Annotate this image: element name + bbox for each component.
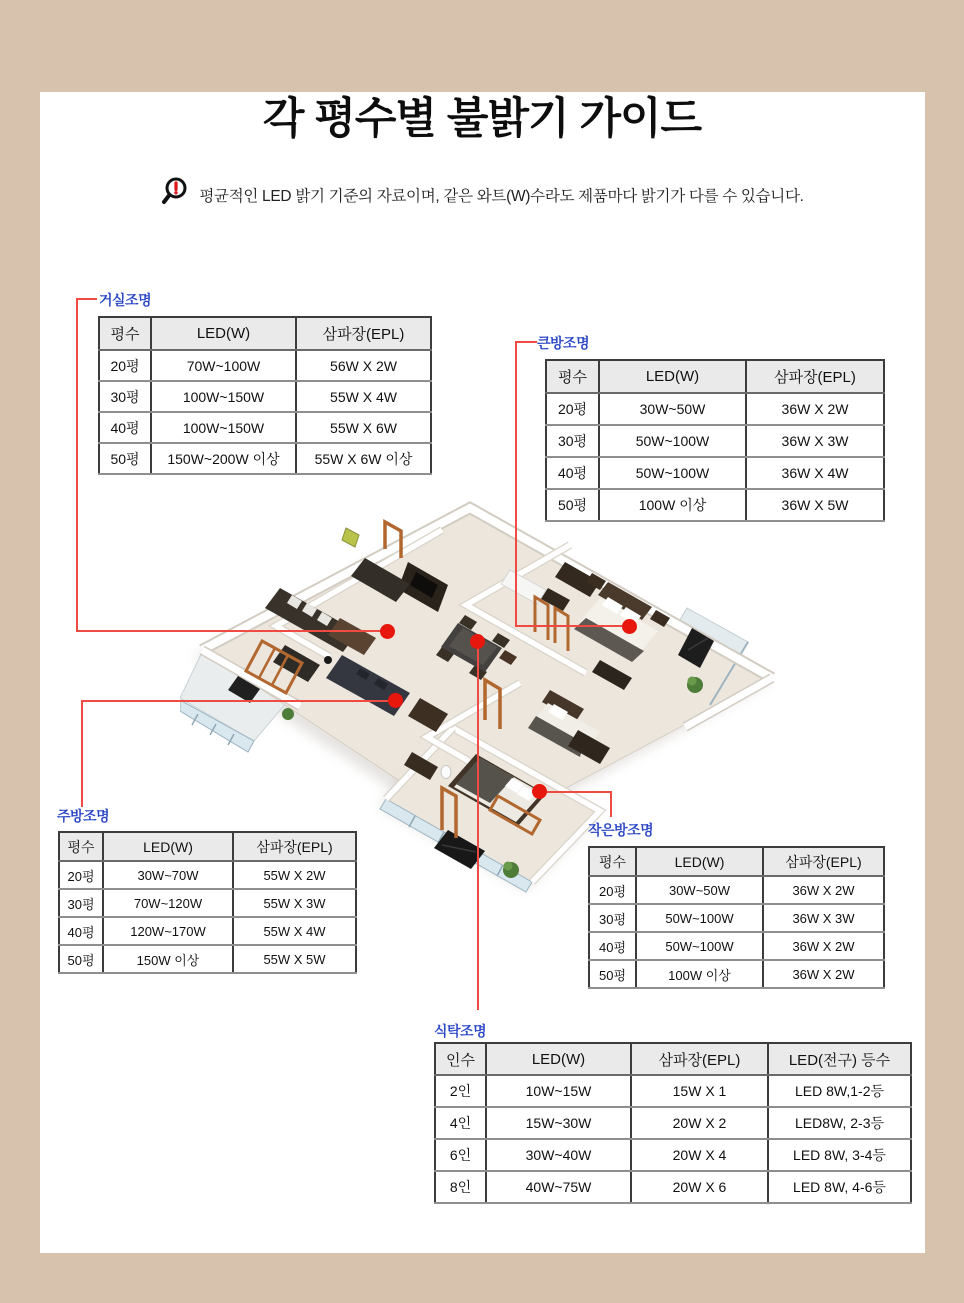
master-table	[545, 359, 885, 522]
table-cell: 2인	[435, 1075, 486, 1107]
header-cell: 삼파장(EPL)	[631, 1043, 768, 1075]
connector-dining-vertical	[477, 642, 479, 1010]
table-row	[546, 457, 884, 489]
table-row	[589, 904, 884, 932]
connector-master-horizontal	[515, 625, 629, 627]
table-cell: 50평	[546, 489, 599, 521]
table-cell: 36W X 2W	[763, 932, 884, 960]
table-cell: 6인	[435, 1139, 486, 1171]
header-cell: 평수	[59, 832, 103, 861]
connector-living-horizontal	[76, 630, 387, 632]
header-cell: 삼파장(EPL)	[763, 847, 884, 876]
master-room-marker	[622, 619, 637, 634]
table-cell: 55W X 6W	[296, 412, 431, 443]
table-row	[59, 945, 356, 973]
table-row	[99, 381, 431, 412]
table-row	[546, 489, 884, 521]
table-cell: 36W X 2W	[763, 960, 884, 988]
table-cell: 20W X 6	[631, 1171, 768, 1203]
header-cell: LED(W)	[486, 1043, 631, 1075]
table-cell: 55W X 2W	[233, 861, 356, 889]
connector-small-horizontal	[539, 791, 612, 793]
kitchen-section-label: 주방조명	[57, 808, 110, 824]
table-row	[435, 1139, 911, 1171]
table-cell: 55W X 3W	[233, 889, 356, 917]
table-row	[589, 960, 884, 988]
table-cell: 30평	[99, 381, 151, 412]
table-cell: 30W~70W	[103, 861, 233, 889]
table-row	[59, 889, 356, 917]
dining-table	[434, 1042, 912, 1204]
header-cell: 평수	[546, 360, 599, 393]
connector-living-vertical	[76, 298, 78, 631]
master-section-label: 큰방조명	[537, 335, 590, 351]
notice-text: 평균적인 LED 밝기 기준의 자료이며, 같은 와트(W)수라도 제품마다 밝기가 다를 수 있습니다.	[199, 187, 804, 205]
connector-small-vertical	[610, 791, 612, 817]
table-cell: 70W~100W	[151, 350, 296, 381]
table-cell: 55W X 4W	[233, 917, 356, 945]
header-cell: 삼파장(EPL)	[296, 317, 431, 350]
table-cell: 36W X 2W	[746, 393, 884, 425]
table-row	[59, 917, 356, 945]
table-cell: 20W X 2	[631, 1107, 768, 1139]
table-row	[589, 932, 884, 960]
kitchen-marker	[388, 693, 403, 708]
magnifier-exclamation-icon	[160, 176, 190, 213]
table-row	[546, 393, 884, 425]
header-row	[99, 317, 431, 350]
table-cell: 150W 이상	[103, 945, 233, 973]
table-cell: 20평	[99, 350, 151, 381]
table-row	[435, 1075, 911, 1107]
table-cell: 30W~50W	[636, 876, 763, 904]
table-row	[546, 425, 884, 457]
table-cell: 55W X 6W 이상	[296, 443, 431, 474]
table-cell: LED 8W,1-2등	[768, 1075, 911, 1107]
table-row	[435, 1107, 911, 1139]
header-cell: 삼파장(EPL)	[233, 832, 356, 861]
header-row	[435, 1043, 911, 1075]
table-cell: 20W X 4	[631, 1139, 768, 1171]
header-row	[59, 832, 356, 861]
table-cell: 100W~150W	[151, 381, 296, 412]
table-cell: 36W X 4W	[746, 457, 884, 489]
table-cell: 36W X 5W	[746, 489, 884, 521]
dining-section-label: 식탁조명	[434, 1023, 487, 1039]
table-row	[435, 1171, 911, 1203]
table-cell: 10W~15W	[486, 1075, 631, 1107]
header-cell: LED(전구) 등수	[768, 1043, 911, 1075]
kitchen-table	[58, 831, 357, 974]
header-cell: 평수	[589, 847, 636, 876]
table-cell: 50W~100W	[636, 904, 763, 932]
table-cell: 20평	[59, 861, 103, 889]
table-row	[99, 350, 431, 381]
table-cell: 40평	[99, 412, 151, 443]
living-section-label: 거실조명	[99, 292, 152, 308]
table-cell: 100W 이상	[599, 489, 746, 521]
table-cell: 50W~100W	[599, 457, 746, 489]
table-cell: 100W 이상	[636, 960, 763, 988]
header-cell: 평수	[99, 317, 151, 350]
header-cell: LED(W)	[599, 360, 746, 393]
table-cell: 8인	[435, 1171, 486, 1203]
table-cell: 50평	[589, 960, 636, 988]
header-cell: LED(W)	[636, 847, 763, 876]
header-cell: LED(W)	[103, 832, 233, 861]
table-cell: 15W X 1	[631, 1075, 768, 1107]
table-cell: 50평	[59, 945, 103, 973]
header-cell: LED(W)	[151, 317, 296, 350]
table-cell: LED 8W, 3-4등	[768, 1139, 911, 1171]
table-cell: 50평	[99, 443, 151, 474]
table-cell: 36W X 2W	[763, 876, 884, 904]
table-cell: LED 8W, 4-6등	[768, 1171, 911, 1203]
living-room-marker	[380, 624, 395, 639]
table-cell: 100W~150W	[151, 412, 296, 443]
table-cell: 40평	[589, 932, 636, 960]
table-cell: 30W~40W	[486, 1139, 631, 1171]
header-cell: 삼파장(EPL)	[746, 360, 884, 393]
table-cell: 30평	[546, 425, 599, 457]
dining-table-marker	[470, 634, 485, 649]
table-cell: 55W X 4W	[296, 381, 431, 412]
living-table	[98, 316, 432, 475]
table-cell: 120W~170W	[103, 917, 233, 945]
table-cell: 55W X 5W	[233, 945, 356, 973]
header-cell: 인수	[435, 1043, 486, 1075]
table-cell: 56W X 2W	[296, 350, 431, 381]
table-cell: 30W~50W	[599, 393, 746, 425]
connector-master-stub	[515, 341, 537, 343]
table-row	[59, 861, 356, 889]
table-cell: 20평	[546, 393, 599, 425]
connector-master-vertical	[515, 341, 517, 627]
connector-living-stub	[76, 298, 97, 300]
table-row	[99, 443, 431, 474]
connector-kitchen-horizontal	[81, 700, 395, 702]
notice	[0, 176, 964, 213]
table-cell: 4인	[435, 1107, 486, 1139]
header-row	[546, 360, 884, 393]
table-cell: 150W~200W 이상	[151, 443, 296, 474]
table-cell: 50W~100W	[636, 932, 763, 960]
table-cell: 36W X 3W	[763, 904, 884, 932]
table-cell: 40평	[59, 917, 103, 945]
table-cell: 40평	[546, 457, 599, 489]
small-table	[588, 846, 885, 989]
small-section-label: 작은방조명	[588, 822, 654, 838]
table-cell: 40W~75W	[486, 1171, 631, 1203]
table-cell: 50W~100W	[599, 425, 746, 457]
table-cell: 30평	[589, 904, 636, 932]
connector-kitchen-vertical	[81, 700, 83, 807]
table-cell: 70W~120W	[103, 889, 233, 917]
table-row	[99, 412, 431, 443]
table-cell: 15W~30W	[486, 1107, 631, 1139]
small-room-marker	[532, 784, 547, 799]
table-cell: 20평	[589, 876, 636, 904]
page-title: 각 평수별 불밝기 가이드	[262, 95, 702, 143]
table-cell: 30평	[59, 889, 103, 917]
table-cell: LED8W, 2-3등	[768, 1107, 911, 1139]
header-row	[589, 847, 884, 876]
table-row	[589, 876, 884, 904]
table-cell: 36W X 3W	[746, 425, 884, 457]
